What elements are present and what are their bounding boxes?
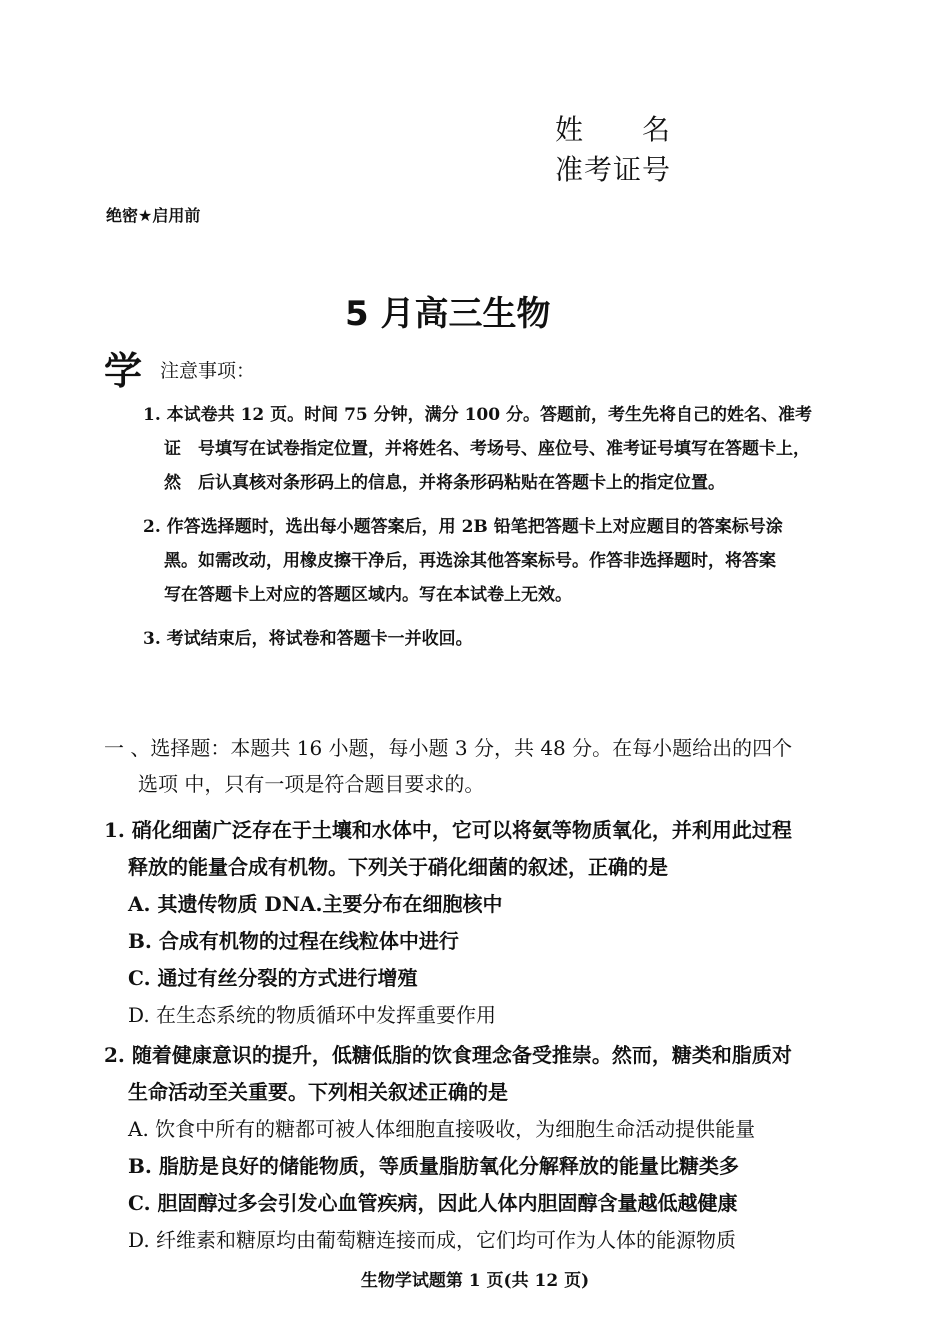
notice-item-line: 证 号填写在试卷指定位置，并将姓名、考场号、座位号、准考证号填写在答题卡上， [164,439,810,459]
notice-item-line: 2. 作答选择题时，选出每小题答案后，用 2B 铅笔把答题卡上对应题目的答案标号涂 [143,517,783,537]
section-heading-line1: 一 、选择题：本题共 16 小题，每小题 3 分，共 48 分。在每小题给出的四个 [104,736,793,760]
secret-mark: 绝密★启用前 [106,206,201,225]
question-2-option-c: C. 胆固醇过多会引发心血管疾病，因此人体内胆固醇含量越低越健康 [128,1191,738,1215]
name-label: 姓 名 [555,113,672,146]
question-1-option-c: C. 通过有丝分裂的方式进行增殖 [128,966,418,990]
exam-id-label: 准考证号 [555,153,672,186]
title-overflow-char: 学 [104,349,143,393]
notice-item-2 [143,510,783,612]
notice-item-3 [143,622,473,656]
question-2-option-a: A. 饮食中所有的糖都可被人体细胞直接吸收，为细胞生命活动提供能量 [128,1117,756,1141]
notice-item-line: 黑。如需改动，用橡皮擦干净后，再选涂其他答案标号。作答非选择题时，将答案 [164,551,776,571]
question-1-option-b: B. 合成有机物的过程在线粒体中进行 [128,929,459,953]
question-2-stem-line2: 生命活动至关重要。下列相关叙述正确的是 [128,1080,508,1104]
question-2-option-b: B. 脂肪是良好的储能物质，等质量脂肪氧化分解释放的能量比糖类多 [128,1154,739,1178]
section-heading-line2: 选项 中，只有一项是符合题目要求的。 [138,772,485,796]
notice-heading: 注意事项： [160,360,256,382]
notice-item-line: 1. 本试卷共 12 页。时间 75 分钟，满分 100 分。答题前，考生先将自己的姓名、准考 [143,405,812,425]
notice-item-line: 3. 考试结束后，将试卷和答题卡一并收回。 [143,629,473,649]
notice-item-1 [143,398,812,500]
question-2-stem-line1: 2. 随着健康意识的提升，低糖低脂的饮食理念备受推崇。然而，糖类和脂质对 [104,1043,792,1067]
question-1-option-d: D. 在生态系统的物质循环中发挥重要作用 [128,1003,497,1027]
notice-item-line: 然 后认真核对条形码上的信息，并将条形码粘贴在答题卡上的指定位置。 [164,473,725,493]
page-footer: 生物学试题第 1 页(共 12 页) [360,1271,590,1291]
question-1-stem-line2: 释放的能量合成有机物。下列关于硝化细菌的叙述，正确的是 [128,855,668,879]
question-2-option-d: D. 纤维素和糖原均由葡萄糖连接而成，它们均可作为人体的能源物质 [128,1228,737,1252]
question-1-option-a: A. 其遗传物质 DNA.主要分布在细胞核中 [128,892,503,916]
notice-item-line: 写在答题卡上对应的答题区域内。写在本试卷上无效。 [164,585,572,605]
question-1-stem-line1: 1. 硝化细菌广泛存在于土壤和水体中，它可以将氨等物质氧化，并利用此过程 [104,818,792,842]
page-title: 5 月高三生物 [345,294,551,334]
